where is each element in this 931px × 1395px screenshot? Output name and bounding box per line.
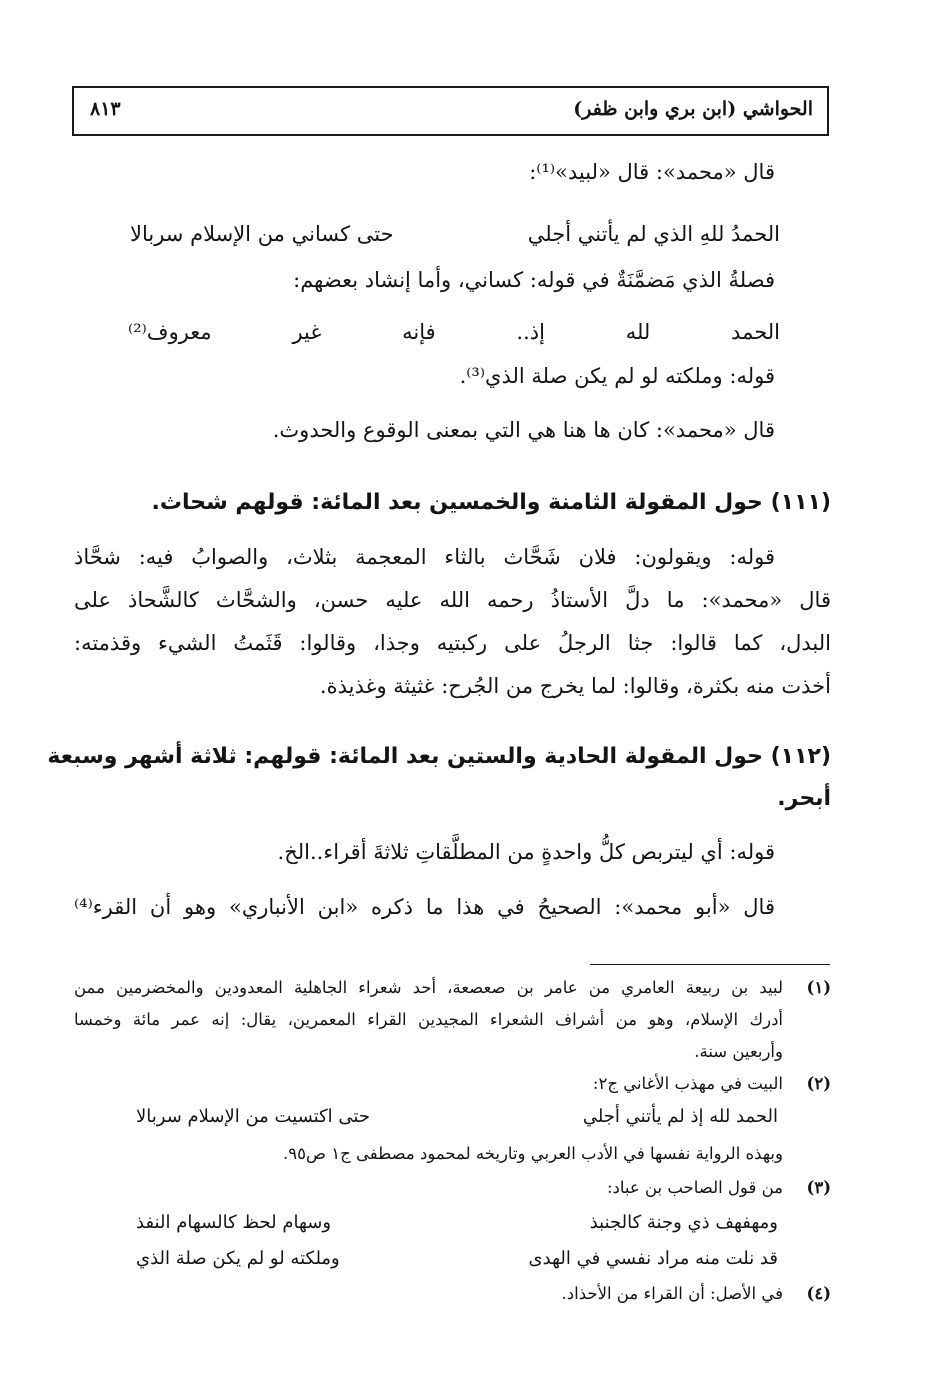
- verse-1-hemistich-right: الحمدُ للهِ الذي لم يأتني أجلي: [527, 222, 780, 246]
- footnote-3-verse-1-left: وسهام لحظ كالسهام النفذ: [136, 1212, 332, 1233]
- paragraph-line: قوله: ويقولون: فلان شَحَّاث بالثاء المعجمة بثلاث، والصوابُ فيه: شحَّاذ: [74, 545, 775, 569]
- footnote-2-line: البيت في مهذب الأغاني ج٢:: [592, 1074, 783, 1093]
- verse-2-word: فإنه: [402, 320, 436, 344]
- section-heading-112-cont: أبحر.: [777, 786, 831, 811]
- footnote-3-number: (٣): [806, 1178, 831, 1197]
- header-title: الحواشي (ابن بري وابن ظفر): [573, 98, 813, 120]
- footnote-4-line: في الأصل: أن القراء من الأحذاد.: [561, 1284, 783, 1303]
- footnote-1-line: أدرك الإسلام، وهو من أشراف الشعراء المجيدين القراء المعمرين، يقال: إنه عمر مائة وخمسا: [74, 1010, 783, 1029]
- footnote-3-verse-1-right: ومهفهف ذي وجنة كالجنبذ: [589, 1212, 778, 1233]
- body-line-6: قال «محمد»: كان ها هنا هي التي بمعنى الوقوع والحدوث.: [272, 418, 775, 442]
- footnote-2-verse: [136, 1106, 778, 1136]
- verse-2-word: لله: [625, 320, 651, 344]
- paragraph-line: البدل، كما قالوا: جثا الرجلُ على ركبتيه وجذا، وقالوا: قَثَمتُ الشيء وقذمته:: [74, 631, 831, 655]
- paragraph-line: قال «محمد»: ما دلَّ الأستاذُ رحمه الله عليه حسن، والشحَّاث كالشَّحاذ على: [74, 588, 831, 612]
- footnote-4-number: (٤): [806, 1284, 831, 1303]
- body-line-3: فصلةُ الذي مَضمَّنَةٌ في قوله: كساني، وأما إنشاد بعضهم:: [293, 268, 775, 292]
- footnote-3-line: من قول الصاحب بن عباد:: [606, 1178, 783, 1197]
- verse-2-word: معروف⁽²⁾: [128, 320, 212, 344]
- body-line-5: قوله: وملكته لو لم يكن صلة الذي⁽³⁾.: [459, 364, 775, 388]
- footnote-3-verse-2-left: وملكته لو لم يكن صلة الذي: [136, 1248, 340, 1269]
- footnote-1-number: (١): [806, 978, 831, 997]
- verse-2-word: الحمد: [731, 320, 780, 344]
- paragraph-line: أخذت منه بكثرة، وقالوا: لما يخرج من الجُرح: غثيثة وغذيذة.: [319, 674, 831, 698]
- footnote-3-verse-2: [136, 1248, 778, 1278]
- footnote-2-verse-left: حتى اكتسيت من الإسلام سربالا: [136, 1106, 370, 1127]
- footnote-separator: [590, 964, 830, 965]
- footnote-1-line: وأربعين سنة.: [694, 1042, 783, 1061]
- section-heading-112: (١١٢) حول المقولة الحادية والستين بعد المائة: قولهم: ثلاثة أشهر وسبعة: [47, 744, 831, 769]
- verse-2: [128, 320, 780, 344]
- verse-2-word: إذ..: [516, 320, 545, 344]
- footnote-2-verse-right: الحمد لله إذ لم يأتني أجلي: [582, 1106, 778, 1127]
- verse-2-word: غير: [292, 320, 322, 344]
- body-line-8: قال «أبو محمد»: الصحيحُ في هذا ما ذكره «ابن الأنباري» وهو أن القرء⁽⁴⁾: [74, 895, 775, 919]
- footnote-1-line: لبيد بن ربيعة العامري من عامر بن صعصعة، أحد شعراء الجاهلية المعدودين والمخضرمين ممن: [74, 978, 783, 997]
- running-header: [72, 86, 829, 136]
- footnote-3-verse-1: [136, 1212, 778, 1242]
- footnote-2-number: (٢): [806, 1074, 831, 1093]
- page-number: ٨١٣: [90, 98, 121, 120]
- verse-1-hemistich-left: حتى كساني من الإسلام سربالا: [130, 222, 394, 246]
- verse-1: [130, 222, 780, 252]
- body-line-1: قال «محمد»: قال «لبيد»⁽¹⁾:: [529, 160, 775, 184]
- section-heading-111: (١١١) حول المقولة الثامنة والخمسين بعد المائة: قولهم شحاث.: [151, 490, 831, 515]
- footnote-2-line: وبهذه الرواية نفسها في الأدب العربي وتاريخه لمحمود مصطفى ج١ ص٩٥.: [283, 1144, 783, 1163]
- body-line-7: قوله: أي ليتربص كلُّ واحدةٍ من المطلَّقاتِ ثلاثةَ أقراء..الخ.: [277, 840, 775, 864]
- footnote-3-verse-2-right: قد نلت منه مراد نفسي في الهدى: [528, 1248, 778, 1269]
